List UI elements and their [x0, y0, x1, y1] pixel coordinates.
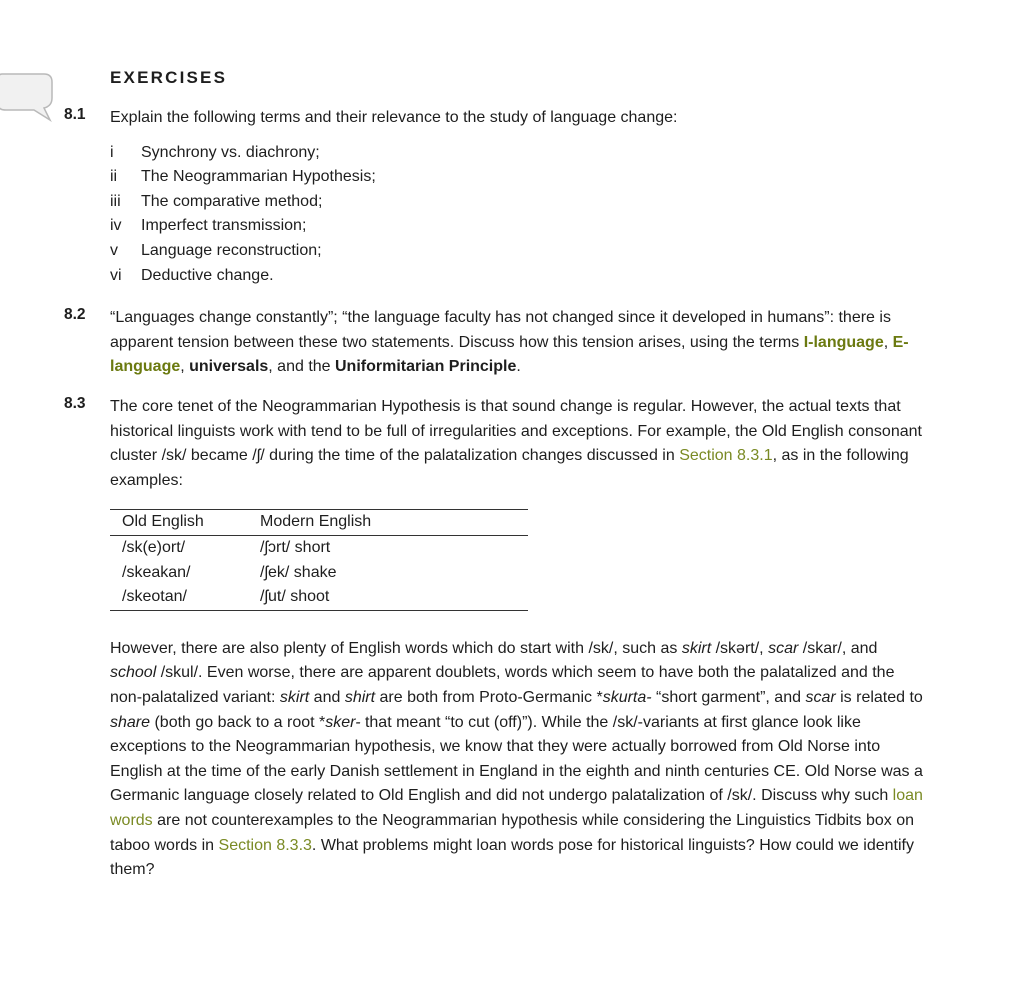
exercise-text: The core tenet of the Neogrammarian Hypothesis is that sound change is regular. However, the actual texts that historical linguists work with tend to be full of irregularities and exceptions. For example, the Old English consonant cluster /sk/ became /ʃ/ during the time of the palatalization changes discussed in Section 8.3.1, as in the following examples:: [110, 398, 922, 489]
exercise-8-3: [64, 395, 924, 883]
table-cell: /skeakan/: [122, 563, 191, 581]
table-cell: /ʃut/ shoot: [248, 585, 528, 610]
column-header: Old English: [110, 510, 248, 536]
speech-bubble-icon: [0, 70, 56, 122]
keyword-universals: universals: [189, 358, 269, 376]
table-row: [110, 561, 528, 586]
table-cell: /ʃɔrt/ short: [260, 538, 331, 556]
list-item: ii The Neogrammarian Hypothesis;: [110, 168, 376, 186]
table-row: [110, 585, 528, 610]
list-item: iv Imperfect transmission;: [110, 217, 307, 235]
table-cell: /skeotan/: [110, 585, 248, 610]
section-heading: EXERCISES: [110, 68, 228, 87]
table-cell: /ʃek/ shake: [260, 563, 337, 581]
exercise-number: 8.1: [64, 106, 86, 123]
loan-words-link[interactable]: loan words: [110, 787, 923, 829]
keyword-i-language: I-language: [803, 333, 884, 351]
table-cell: /sk(e)ort/: [122, 538, 186, 556]
table-row: [110, 535, 528, 560]
exercise-8-2: [64, 306, 924, 380]
keyword-e-language: E-language: [110, 333, 909, 376]
list-item: vi Deductive change.: [110, 266, 274, 284]
exercise-text: “Languages change constantly”; “the language faculty has not changed since it developed in humans”: there is apparent tension between these two statements. Discuss how this tension arises, using the terms I-language, E-language, universals, and the Uniformitarian Principle.: [110, 309, 909, 376]
exercise-number: 8.2: [64, 306, 86, 323]
exercise-number: 8.3: [64, 395, 86, 412]
exercise-paragraph: However, there are also plenty of English words which do start with /sk/, such as skirt /skərt/, scar /skar/, and school /skul/. Even worse, there are apparent doublets, words which seem to have both the palatalized and the non-palatalized variant: skirt and shirt are both from Proto-Germanic *skurta- “short garment”, and scar is related to share (both go back to a root *sker- that meant “to cut (off)”). While the /sk/-variants at first glance look like exceptions to the Neogrammarian hypothesis, we know that they were actually borrowed from Old Norse into English at the time of the early Danish settlement in England in the eighth and ninth centuries CE. Old Norse was a Germanic language closely related to Old English and did not undergo palatalization of /sk/. Discuss why such loan words are not counterexamples to the Neogrammarian hypothesis while considering the Linguistics Tidbits box on taboo words in Section 8.3.3. What problems might loan words pose for historical linguists? How could we identify them?: [110, 639, 923, 879]
section-link-8-3-3[interactable]: Section 8.3.3: [218, 836, 312, 854]
examples-table: [110, 509, 528, 610]
section-link-8-3-1[interactable]: Section 8.3.1: [679, 447, 773, 465]
list-item: iii The comparative method;: [110, 192, 323, 210]
keyword-uniformitarian-principle: Uniformitarian Principle: [335, 358, 517, 376]
column-header: Modern English: [248, 510, 528, 536]
table-header-row: [110, 510, 528, 536]
term-list: [110, 141, 924, 289]
exercise-8-1: [64, 106, 924, 288]
list-item: i Synchrony vs. diachrony;: [110, 143, 320, 161]
exercise-prompt: Explain the following terms and their relevance to the study of language change:: [110, 109, 678, 126]
list-item: v Language reconstruction;: [110, 241, 322, 259]
